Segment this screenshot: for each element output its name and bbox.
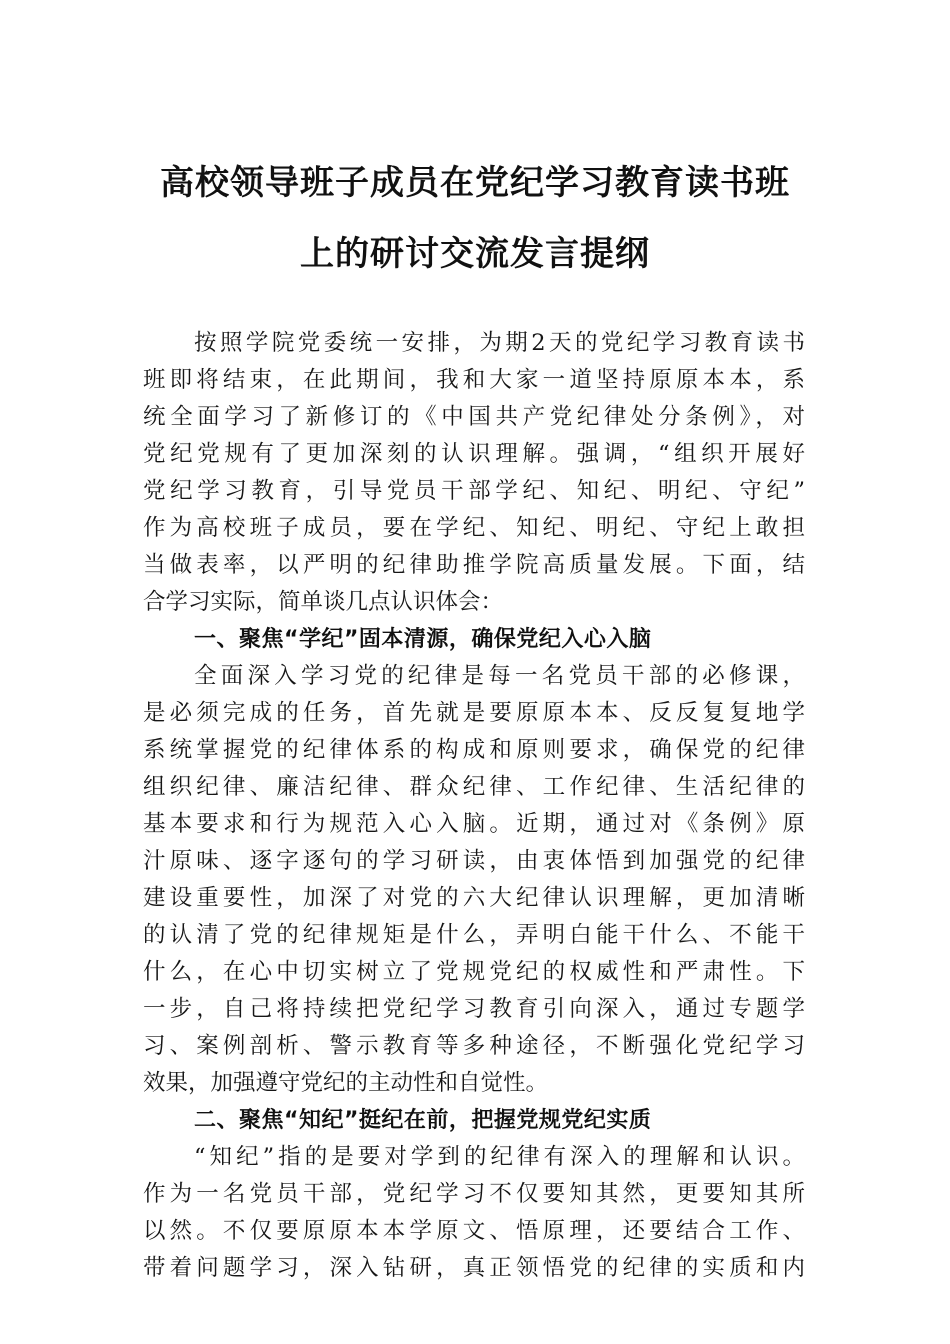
paragraph-line: 党纪党规有了更加深刻的认识理解。强调，“组织开展好 <box>143 441 805 467</box>
paragraph-line: 基本要求和行为规范入心入脑。近期，通过对《条例》原 <box>143 811 805 837</box>
paragraph-line: 以然。不仅要原原本本学原文、悟原理，还要结合工作、 <box>143 1218 805 1244</box>
paragraph-line: 汁原味、逐字逐句的学习研读，由衷体悟到加强党的纪律 <box>143 848 805 874</box>
paragraph-line: 系统掌握党的纪律体系的构成和原则要求，确保党的纪律 <box>143 737 805 763</box>
paragraph-line: 一步，自己将持续把党纪学习教育引向深入，通过专题学 <box>143 996 805 1022</box>
paragraph-line: 按照学院党委统一安排，为期2天的党纪学习教育读书 <box>194 330 805 356</box>
paragraph-line: 班即将结束，在此期间，我和大家一道坚持原原本本，系 <box>143 367 805 393</box>
paragraph-line: 是必须完成的任务，首先就是要原原本本、反反复复地学 <box>143 700 805 726</box>
paragraph-line: “知纪”指的是要对学到的纪律有深入的理解和认识。 <box>194 1144 805 1170</box>
paragraph-line: 作为高校班子成员，要在学纪、知纪、明纪、守纪上敢担 <box>143 515 805 541</box>
paragraph-line: 建设重要性，加深了对党的六大纪律认识理解，更加清晰 <box>143 885 805 911</box>
section-heading-2: 二、聚焦“知纪”挺纪在前，把握党规党纪实质 <box>194 1108 652 1133</box>
document-title-line-2: 上的研讨交流发言提纲 <box>300 234 650 274</box>
paragraph-line: 党纪学习教育，引导党员干部学纪、知纪、明纪、守纪” <box>143 478 805 504</box>
paragraph-line: 作为一名党员干部，党纪学习不仅要知其然，更要知其所 <box>143 1181 805 1207</box>
paragraph-line: 的认清了党的纪律规矩是什么，弄明白能干什么、不能干 <box>143 922 805 948</box>
paragraph-line: 合学习实际，简单谈几点认识体会： <box>143 589 504 615</box>
paragraph-line: 习、案例剖析、警示教育等多种途径，不断强化党纪学习 <box>143 1033 805 1059</box>
section-heading-1: 一、聚焦“学纪”固本清源，确保党纪入心入脑 <box>194 627 652 652</box>
paragraph-line: 带着问题学习，深入钻研，真正领悟党的纪律的实质和内 <box>143 1255 805 1281</box>
document-body <box>143 325 805 1287</box>
paragraph-line: 当做表率，以严明的纪律助推学院高质量发展。下面，结 <box>143 552 805 578</box>
paragraph-line: 统全面学习了新修订的《中国共产党纪律处分条例》，对 <box>143 404 805 430</box>
document-title-line-1: 高校领导班子成员在党纪学习教育读书班 <box>160 163 790 203</box>
paragraph-line: 全面深入学习党的纪律是每一名党员干部的必修课， <box>194 663 805 689</box>
paragraph-line: 什么，在心中切实树立了党规党纪的权威性和严肃性。下 <box>143 959 805 985</box>
paragraph-line: 组织纪律、廉洁纪律、群众纪律、工作纪律、生活纪律的 <box>143 774 805 800</box>
paragraph-line: 效果，加强遵守党纪的主动性和自觉性。 <box>143 1070 549 1096</box>
